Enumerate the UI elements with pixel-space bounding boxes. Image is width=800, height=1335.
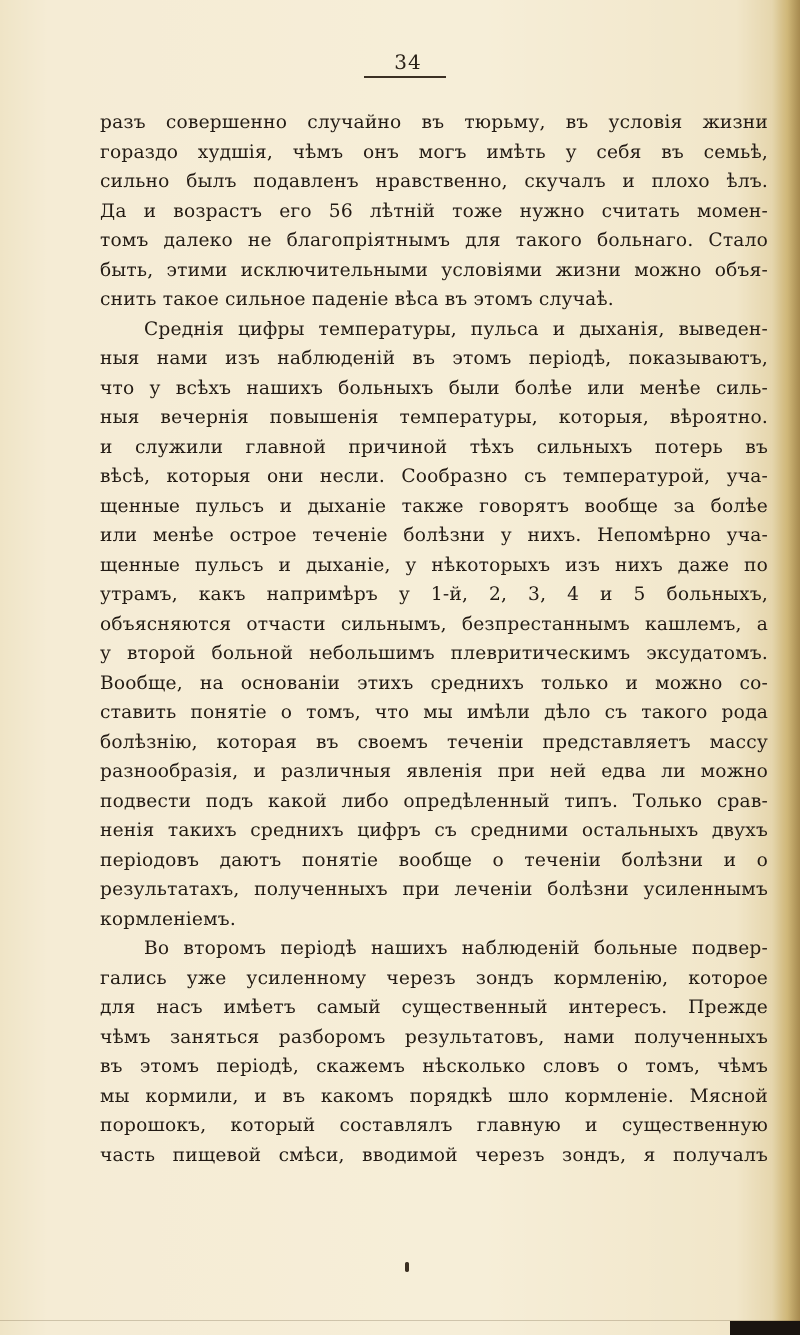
text-line: утрамъ, какъ напримѣръ у 1-й, 2, 3, 4 и 5 больныхъ, [100,584,768,605]
text-line: въ этомъ періодѣ, скажемъ нѣсколько словъ о томъ, чѣмъ [100,1056,768,1077]
page-bottom-edge [0,1320,800,1321]
text-line: объясняются отчасти сильнымъ, безпрестаннымъ кашлемъ, а [100,613,768,635]
text-line: или менѣе острое теченіе болѣзни у нихъ. Непомѣрно уча- [100,525,768,546]
text-line: быть, этими исключительными условіями жизни можно объя- [100,259,768,281]
text-line: что у всѣхъ нашихъ больныхъ были болѣе или менѣе силь- [100,377,768,399]
text-line: сильно былъ подавленъ нравственно, скучалъ и плохо ѣлъ. [100,171,768,192]
body-text [100,108,768,1170]
text-line: подвести подъ какой либо опредѣленный типъ. Только срав- [100,790,768,812]
page-edge-shadow [772,0,800,1335]
text-line: разъ совершенно случайно въ тюрьму, въ условія жизни [100,112,768,133]
text-line: чѣмъ заняться разборомъ результатовъ, нами полученныхъ [100,1026,768,1048]
scan-corner-mark [730,1321,800,1335]
ink-speck [405,1262,409,1272]
text-line: кормленіемъ. [100,908,236,930]
text-line: ныя нами изъ наблюденій въ этомъ періодѣ, показываютъ, [100,348,768,369]
text-line: щенные пульсъ и дыханіе также говорятъ вообще за болѣе [100,495,768,517]
paragraph-start-line: Среднія цифры температуры, пульса и дыханія, выведен- [144,318,768,340]
page-number: 34 [394,50,422,74]
text-line: болѣзнію, которая въ своемъ теченіи представляетъ массу [100,731,768,753]
text-line: ставить понятіе о томъ, что мы имѣли дѣло съ такого рода [100,702,768,723]
text-line: и служили главной причиной тѣхъ сильныхъ потерь въ [100,436,768,458]
text-line: часть пищевой смѣси, вводимой черезъ зондъ, я получалъ [100,1144,768,1166]
text-line: томъ далеко не благопріятнымъ для такого больнаго. Стало [100,230,768,251]
paragraph-start-line: Во второмъ періодѣ нашихъ наблюденій больные подвер- [144,938,768,959]
text-line: результатахъ, полученныхъ при леченіи болѣзни усиленнымъ [100,879,768,900]
page-number-rule [364,76,446,78]
text-line: разнообразія, и различныя явленія при ней едва ли можно [100,761,768,782]
text-line: снить такое сильное паденіе вѣса въ этомъ случаѣ. [100,289,614,310]
text-line: гораздо худшія, чѣмъ онъ могъ имѣть у себя въ семьѣ, [100,141,768,163]
text-line: для насъ имѣетъ самый существенный интересъ. Прежде [100,997,768,1018]
text-line: Да и возрастъ его 56 лѣтній тоже нужно считать момен- [100,200,768,222]
text-line: порошокъ, который составлялъ главную и существенную [100,1115,768,1136]
text-line: Вообще, на основаніи этихъ среднихъ только и можно со- [100,672,768,694]
text-line: гались уже усиленному черезъ зондъ кормленію, которое [100,967,768,989]
text-line: ненія такихъ среднихъ цифръ съ средними остальныхъ двухъ [100,820,768,841]
text-line: мы кормили, и въ какомъ порядкѣ шло кормленіе. Мясной [100,1085,768,1107]
text-line: щенные пульсъ и дыханіе, у нѣкоторыхъ изъ нихъ даже по [100,554,768,576]
text-line: вѣсѣ, которыя они несли. Сообразно съ температурой, уча- [100,466,768,487]
text-line: у второй больной небольшимъ плевритическимъ эксудатомъ. [100,643,768,664]
text-line: ныя вечернія повышенія температуры, которыя, вѣроятно. [100,407,768,428]
text-line: періодовъ даютъ понятіе вообще о теченіи болѣзни и о [100,849,768,871]
